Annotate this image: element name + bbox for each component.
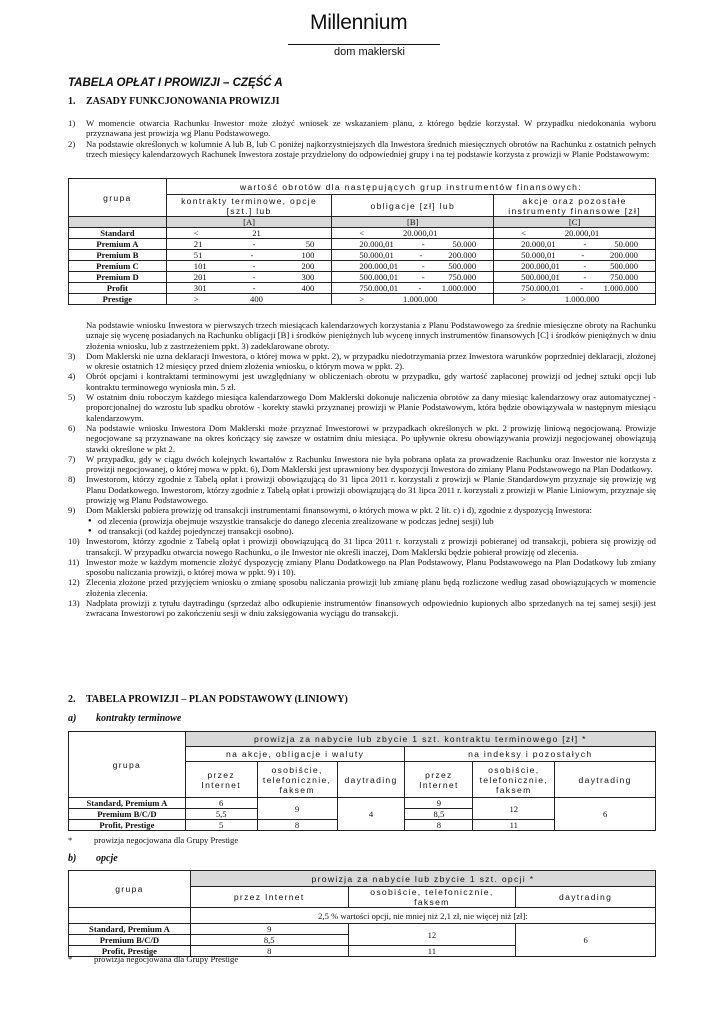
- bullet-icon: ●: [88, 517, 92, 524]
- table-header: [B]: [332, 217, 494, 228]
- table-cell: 8,5: [190, 935, 348, 946]
- table-cell: [69, 908, 191, 924]
- table-cell: 12: [473, 798, 555, 820]
- table-cell: 20.000,01 - 50.000: [332, 239, 494, 250]
- table-cell: < 20.000,01: [332, 228, 494, 239]
- page-title: TABELA OPŁAT I PROWIZJI – CZĘŚĆ A: [68, 77, 283, 89]
- table-cell: 750.000,01 - 1.000.000: [332, 283, 494, 294]
- table-header: wartość obrotów dla następujących grup instrumentów finansowych:: [166, 179, 655, 195]
- list-item: 13) Nadpłata prowizji z tytułu daytradingu (sprzedaż albo odkupienie instrumentów finansowych odpowiednio kupionych albo sprzedanych na tej samej sesji) jest zwracana Inwestorowi po zakończeniu sesji w dniu zaksięgowania wyciągu do transakcji.: [68, 598, 656, 619]
- table-cell: 101 - 200: [166, 261, 332, 272]
- logo-divider: [288, 44, 440, 45]
- row-header: Premium B/C/D: [69, 809, 186, 820]
- table-header: kontrakty terminowe, opcje [szt.] lub: [166, 195, 332, 217]
- percent-rule: 2,5 % wartości opcji, nie mniej niż 2,1 zł, nie więcej niż [zł]:: [190, 908, 655, 924]
- list-item: 6) Na podstawie wniosku Inwestora Dom Maklerski może przyznać Inwestorowi w przypadkach określonych w pkt. 2 prowizję liniową negocjowaną. Prowizje negocjowane są przyznawane na okres kończący się zawsze w ostatnim dniu miesiąca. Po upływnie okresu obowiązywania prowizji negocjowanej obowiązują stawki określone w pkt 2.: [68, 422, 656, 454]
- table-header: daytrading: [337, 762, 405, 798]
- table-header: akcje oraz pozostałe instrumenty finansowe [zł]: [494, 195, 656, 217]
- table-header: przez Internet: [405, 762, 473, 798]
- row-header: Standard: [69, 228, 167, 239]
- table-cell: 51 - 100: [166, 250, 332, 261]
- table-cell: 6: [516, 924, 656, 957]
- table-row: [69, 239, 656, 250]
- table-row: [69, 924, 656, 935]
- table-cell: 8,5: [405, 809, 473, 820]
- table-cell: 8: [190, 946, 348, 957]
- list-item: 11) Inwestor może w każdym momencie złożyć dyspozycję zmiany Planu Dodatkowego na Plan Podstawowy, Planu Podstawowego na Plan Dodatkowy lub zmiany sposobu naliczania prowizji, o której mowa w ppkt. 9) i 10).: [68, 556, 656, 578]
- table-cell: 201 - 300: [166, 272, 332, 283]
- table-cell: [69, 217, 167, 228]
- table-cell: 9: [405, 798, 473, 809]
- table-header: obligacje [zł] lub: [332, 195, 494, 217]
- table-cell: 8: [257, 820, 337, 831]
- table-cell: 8: [405, 820, 473, 831]
- table-header: na indeksy i pozostałych: [405, 747, 656, 762]
- table-cell: 11: [348, 946, 516, 957]
- list-item: 8) Inwestorom, którzy zgodnie z Tabelą opłat i prowizji obowiązującą do 31 lipca 2011 r. korzystali z prowizji w Planie Standardowym przyznaje się prowizję wg Planu Dodatkowego. Inwestorom, którzy zgodnie z Tabelą opłat i prowizji obowiązującą do 31 lipca 2011 r. korzystali z prowizji w Planie Liniowym, przyznaje się prowizję wg Planu Podstawowego.: [68, 474, 656, 506]
- list-item: 1) W momencie otwarcia Rachunku Inwestor może złożyć wniosek ze wskazaniem planu, z którego będzie korzystał. W przypadku niedokonania wyboru przyznawana jest prowizja wg Planu Podstawowego.: [68, 118, 656, 139]
- footnote-b: * prowizja negocjowana dla Grupy Prestige: [68, 954, 239, 964]
- table-cell: < 20.000,01: [494, 228, 656, 239]
- row-header: Premium A: [69, 239, 167, 250]
- table-header: osobiście, telefonicznie, faksem: [257, 762, 337, 798]
- table-row: [69, 261, 656, 272]
- row-header: Standard, Premium A: [69, 798, 186, 809]
- table-cell: 5: [185, 820, 257, 831]
- table-cell: 9: [190, 924, 348, 935]
- bullet-icon: ●: [88, 527, 92, 534]
- list-item: 12) Zlecenia złożone przed przyjęciem wniosku o zmianę sposobu naliczania prowizji lub zmianę planu będą rozliczone według zasad obowiązujących w momencie złożenia zlecenia.: [68, 577, 656, 598]
- table-cell: 200.000,01 - 500.000: [494, 261, 656, 272]
- list-item: 10) Inwestorom, którzy zgodnie z Tabelą opłat i prowizji obowiązującą do 31 lipca 2011 r. korzystali z prowizji pobieranej od transakcji, pobiera się prowizję od transakcji. W przypadku otwarcia nowego Rachunku, o ile Inwestor nie określi inaczej, Dom Maklerski będzie pobierał prowizję od zlecenia.: [68, 536, 656, 557]
- list-item: 3) Dom Maklerski nie uzna deklaracji Inwestora, o której mowa w ppkt. 2), w przypadku niedotrzymania przez Inwestora warunków poprzedniej deklaracji, złożonej w okresie ostatnich 12 miesięcy przed dniem złożenia wniosku, o którym mowa w ppkt. 2).: [68, 350, 656, 372]
- row-header: Standard, Premium A: [69, 924, 191, 935]
- table-cell: 500.000,01 - 750.000: [494, 272, 656, 283]
- table-cell: 6: [185, 798, 257, 809]
- table-header: grupa: [69, 732, 186, 798]
- table-row: [69, 798, 656, 809]
- list-item: 7) W przypadku, gdy w ciągu dwóch kolejnych kwartałów z Rachunku Inwestora nie była pobrana opłata za prowadzenie Rachunku oraz Inwestor nie korzysta z prowizji negocjowanej, o której mowa w ppkt. 6), Dom Maklerski jest uprawniony bez dyspozycji Inwestora do zmiany Planu Podstawowego na Plan Dodatkowy.: [68, 453, 656, 475]
- table-header: przez Internet: [190, 887, 348, 908]
- table-cell: 4: [337, 798, 405, 831]
- row-header: Profit: [69, 283, 167, 294]
- subsection-a-title: a) kontrakty terminowe: [68, 713, 182, 724]
- paragraphs-1-2: [68, 118, 656, 159]
- table-cell: < 21: [166, 228, 332, 239]
- table-row: [69, 228, 656, 239]
- table-row: [69, 250, 656, 261]
- table-cell: 50.000,01 - 200.000: [494, 250, 656, 261]
- table-header: grupa: [69, 871, 191, 908]
- section-1-number: 1.: [68, 96, 76, 107]
- table-header: prowizja za nabycie lub zbycie 1 szt. opcji *: [190, 871, 655, 887]
- list-item: 4) Obrót opcjami i kontraktami terminowymi jest uwzględniany w obliczeniach obrotu w przypadku, gdy wartość zapłaconej prowizji od jednej sztuki opcji lub kontraktu terminowego wyniosła min. 5 zł.: [68, 371, 656, 392]
- table-cell: 12: [348, 924, 516, 946]
- table-header: przez Internet: [185, 762, 257, 798]
- section-1-label: ZASADY FUNKCJONOWANIA PROWIZJI: [86, 96, 280, 107]
- list-item: Na podstawie wniosku Inwestora w pierwszych trzech miesiącach kalendarzowych korzystania z Planu Podstawowego za średnie miesięczne obroty na Rachunku uznaje się wycenę posiadanych na Rachunku obligacji [B] i środków pieniężnych lub wycenę innych instrumentów finansowych [C] i środków pieniężnych w dniu złożenia wniosku, lub z zastrzeżeniem ppkt. 3) zadeklarowane obroty.: [86, 320, 656, 351]
- row-header: Profit, Prestige: [69, 820, 186, 831]
- table-header: [A]: [166, 217, 332, 228]
- row-header: Profit, Prestige: [69, 946, 191, 957]
- section-2-title: [68, 695, 348, 705]
- futures-commission-table: [68, 731, 656, 831]
- table-header: na akcje, obligacje i waluty: [185, 747, 405, 762]
- table-header: osobiście, telefonicznie, faksem: [473, 762, 555, 798]
- table-cell: 11: [473, 820, 555, 831]
- row-header: Premium B: [69, 250, 167, 261]
- list-item: 9) Dom Maklerski pobiera prowizję od transakcji instrumentami finansowymi, o których mowa w pkt. 2 lit. c) i d), zgodnie z dyspozycją Inwestora:: [68, 505, 592, 516]
- table-cell: 500.000,01 - 750.000: [332, 272, 494, 283]
- table-cell: 301 - 400: [166, 283, 332, 294]
- table-cell: > 1.000.000: [494, 294, 656, 305]
- paragraphs-3-9: [68, 320, 656, 619]
- table-header: daytrading: [555, 762, 656, 798]
- table-cell: 200.000,01 - 500.000: [332, 261, 494, 272]
- table-header: osobiście, telefonicznie, faksem: [348, 887, 516, 908]
- list-item: 5) W ostatnim dniu roboczym każdego miesiąca kalendarzowego Dom Maklerski dokonuje naliczenia obrotów za dany miesiąc kalendarzowy oraz automatycznej - proporcjonalnej do wzrostu lub spadku obrotów - korekty stawki przyznanej prowizji w Planie Podstawowym, która będzie obowiązywała w następnym miesiącu kalendarzowym.: [68, 392, 656, 423]
- subsection-b-title: b) opcje: [68, 853, 118, 864]
- bullet-item: ● od zlecenia (prowizja obejmuje wszystkie transakcje do danego zlecenia zrealizowane w podczas jednej sesji) lub: [88, 515, 494, 526]
- section-2-number: 2.: [68, 694, 76, 705]
- logo-name: Millennium: [310, 11, 408, 34]
- footnote-a: * prowizja negocjowana dla Grupy Prestige: [68, 835, 239, 845]
- table-cell: 50.000,01 - 200.000: [332, 250, 494, 261]
- list-item: 2) Na podstawie określonych w kolumnie A lub B, lub C poniżej najkorzystniejszych dla Inwestora średnich miesięcznych obrotów na Rachunku z ostatnich pełnych trzech miesięcy kalendarzowych Rachunek Inwestora zostaje przydzielony do odpowiedniej grupy i na tej podstawie korzysta z prowizji w Planie Podstawowym:: [68, 138, 656, 159]
- row-header: Prestige: [69, 294, 167, 305]
- table-cell: 5,5: [185, 809, 257, 820]
- table-header: grupa: [69, 179, 167, 217]
- table-row: [69, 283, 656, 294]
- section-2-label: TABELA PROWIZJI – PLAN PODSTAWOWY (LINIOWY): [86, 694, 348, 705]
- table-row: [69, 272, 656, 283]
- table-header: [C]: [494, 217, 656, 228]
- row-header: Premium C: [69, 261, 167, 272]
- table-row: [69, 294, 656, 305]
- table-cell: > 1.000.000: [332, 294, 494, 305]
- bullet-item: ● od transakcji (od każdej pojedynczej transakcji osobno).: [88, 525, 294, 536]
- logo: [288, 11, 448, 60]
- section-1-title: [68, 97, 280, 107]
- row-header: Premium B/C/D: [69, 935, 191, 946]
- table-cell: 9: [257, 798, 337, 820]
- table-cell: 21 - 50: [166, 239, 332, 250]
- turnover-groups-table: [68, 178, 656, 305]
- row-header: Premium D: [69, 272, 167, 283]
- table-cell: 6: [555, 798, 656, 831]
- table-header: daytrading: [516, 887, 656, 908]
- table-cell: > 400: [166, 294, 332, 305]
- table-cell: 750.000,01 - 1.000.000: [494, 283, 656, 294]
- table-header: prowizja za nabycie lub zbycie 1 szt. kontraktu terminowego [zł] *: [185, 732, 655, 747]
- options-commission-table: [68, 870, 656, 957]
- table-cell: 20.000,01 - 50.000: [494, 239, 656, 250]
- logo-subtitle: dom maklerski: [334, 46, 405, 58]
